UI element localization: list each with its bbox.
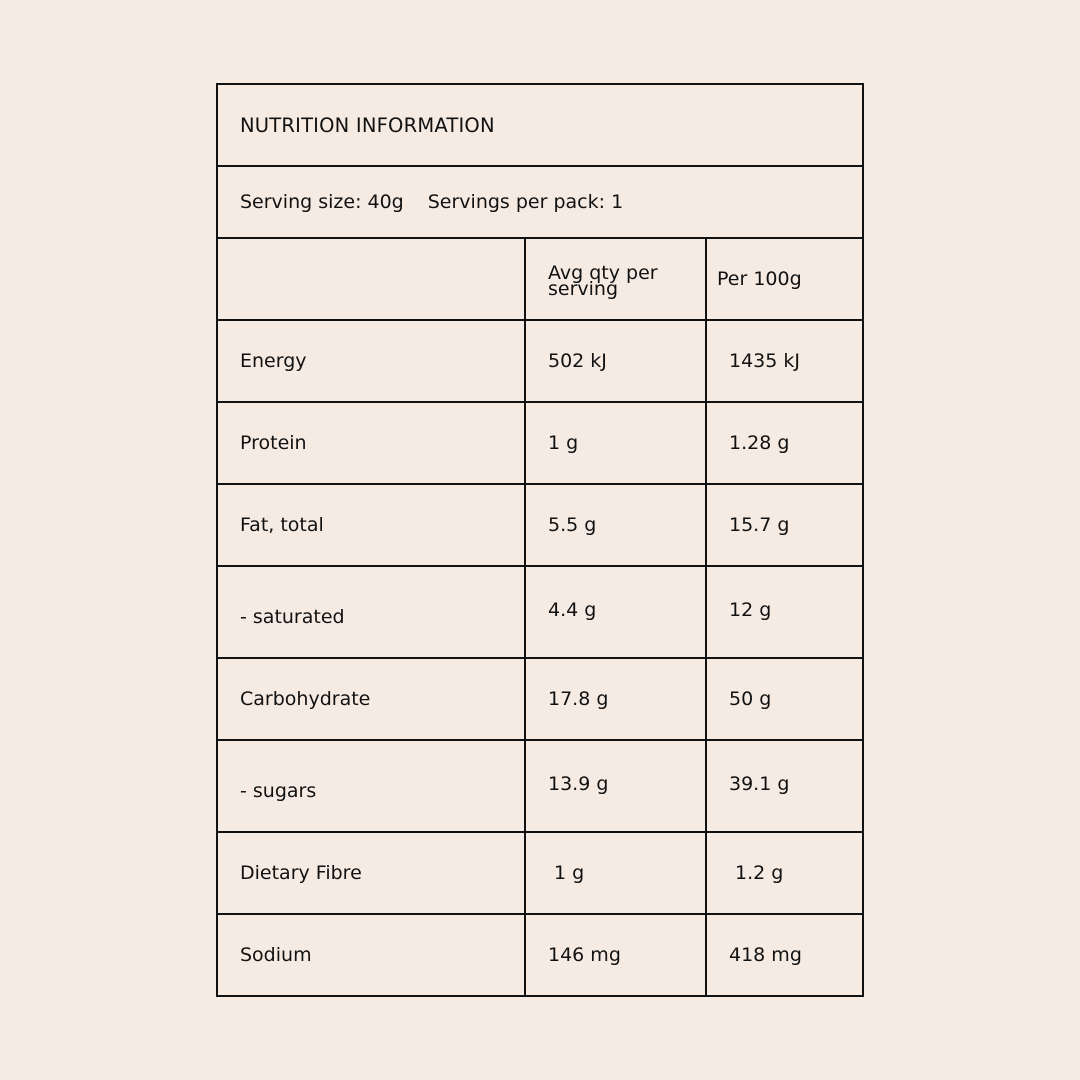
nutrient-name: - saturated [240,606,345,628]
per-serving-value: 1 g [524,833,705,913]
per-serving-value: 146 mg [524,915,705,995]
table-row [218,485,862,567]
table-row [218,567,862,659]
table-row [218,833,862,915]
per-100g-value: 39.1 g [705,741,862,831]
per-100g-value: 1435 kJ [705,321,862,401]
serving-info [218,167,862,237]
per-100g-value: 1.28 g [705,403,862,483]
table-row [218,321,862,403]
per-100g-value: 50 g [705,659,862,739]
per-100g-value: 15.7 g [705,485,862,565]
title-row [218,85,862,167]
per-serving-value: 4.4 g [524,567,705,657]
nutrient-name: Protein [240,432,307,454]
table-row [218,403,862,485]
per-100g-value: 1.2 g [705,833,862,913]
header-per-100g: Per 100g [705,239,862,319]
header-per-serving: Avg qty per serving [524,239,705,319]
serving-row [218,167,862,239]
per-serving-value: 5.5 g [524,485,705,565]
per-serving-value: 1 g [524,403,705,483]
column-header-row [218,239,862,321]
nutrition-panel [216,83,864,997]
nutrient-name: - sugars [240,780,317,802]
per-100g-value: 418 mg [705,915,862,995]
per-serving-value: 17.8 g [524,659,705,739]
table-row [218,659,862,741]
nutrient-name: Sodium [240,944,312,966]
servings-per-pack: Servings per pack: 1 [427,191,624,213]
serving-size: Serving size: 40g [240,191,404,213]
table-row [218,915,862,995]
per-serving-value: 502 kJ [524,321,705,401]
panel-title: NUTRITION INFORMATION [240,113,495,137]
nutrient-name: Carbohydrate [240,688,371,710]
table-row [218,741,862,833]
per-100g-value: 12 g [705,567,862,657]
nutrient-name: Dietary Fibre [240,862,362,884]
per-serving-value: 13.9 g [524,741,705,831]
nutrient-name: Energy [240,350,307,372]
nutrient-name: Fat, total [240,514,324,536]
header-nutrient [218,239,524,319]
